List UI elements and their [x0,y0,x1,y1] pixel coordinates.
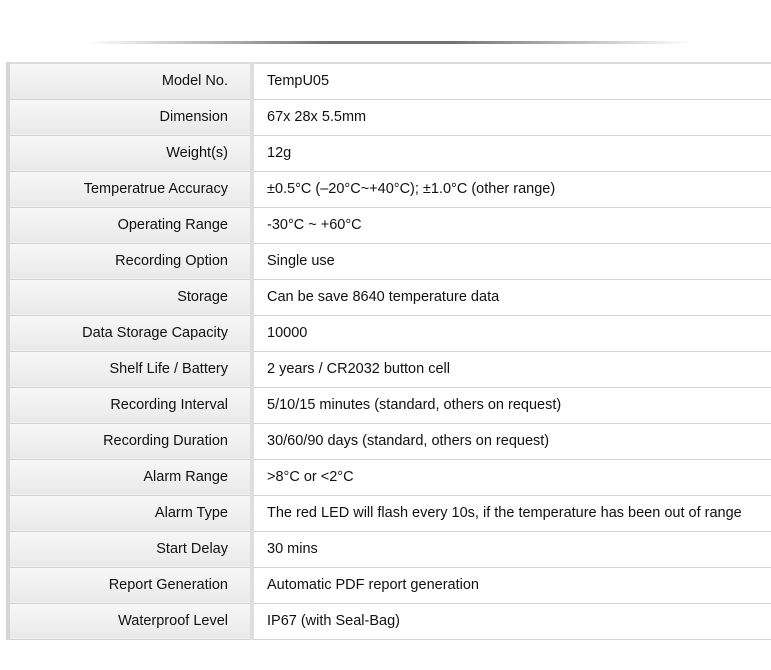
spec-value: 30/60/90 days (standard, others on request) [252,423,771,459]
spec-value: 12g [252,135,771,171]
spec-value: 30 mins [252,531,771,567]
spec-label: Start Delay [8,531,252,567]
spec-row-alarm-range [8,459,771,495]
spec-row-accuracy [8,171,771,207]
spec-row-storage-capacity [8,315,771,351]
spec-label: Recording Duration [8,423,252,459]
spec-value: 10000 [252,315,771,351]
spec-label: Recording Option [8,243,252,279]
spec-value: IP67 (with Seal-Bag) [252,603,771,639]
spec-label: Data Storage Capacity [8,315,252,351]
spec-label: Recording Interval [8,387,252,423]
spec-label: Temperatrue Accuracy [8,171,252,207]
spec-label: Model No. [8,63,252,99]
spec-label: Storage [8,279,252,315]
spec-row-dimension [8,99,771,135]
spec-row-recording-option [8,243,771,279]
spec-row-weight [8,135,771,171]
spec-value: 2 years / CR2032 button cell [252,351,771,387]
spec-row-waterproof [8,603,771,639]
spec-row-recording-duration [8,423,771,459]
spec-value: TempU05 [252,63,771,99]
specification-table [6,62,771,640]
spec-value: ±0.5°C (–20°C~+40°C); ±1.0°C (other range) [252,171,771,207]
spec-value: -30°C ~ +60°C [252,207,771,243]
spec-value: Can be save 8640 temperature data [252,279,771,315]
spec-label: Alarm Range [8,459,252,495]
spec-value: 67x 28x 5.5mm [252,99,771,135]
spec-label: Waterproof Level [8,603,252,639]
spec-row-alarm-type [8,495,771,531]
spec-row-shelf-life [8,351,771,387]
spec-row-start-delay [8,531,771,567]
spec-value: Single use [252,243,771,279]
spec-label: Shelf Life / Battery [8,351,252,387]
spec-label: Dimension [8,99,252,135]
spec-label: Alarm Type [8,495,252,531]
spec-value: The red LED will flash every 10s, if the temperature has been out of range [252,495,771,531]
spec-label: Weight(s) [8,135,252,171]
spec-value: Automatic PDF report generation [252,567,771,603]
header-divider [88,41,692,44]
spec-row-operating-range [8,207,771,243]
spec-label: Report Generation [8,567,252,603]
spec-row-storage [8,279,771,315]
spec-label: Operating Range [8,207,252,243]
spec-row-report-generation [8,567,771,603]
spec-value: 5/10/15 minutes (standard, others on request) [252,387,771,423]
spec-value: >8°C or <2°C [252,459,771,495]
spec-row-recording-interval [8,387,771,423]
spec-row-model [8,63,771,99]
